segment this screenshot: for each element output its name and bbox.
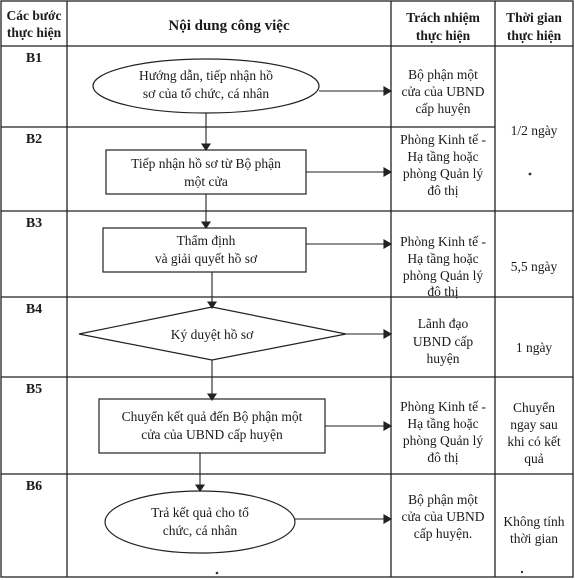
time-b5-line-3: khi có kết (507, 434, 561, 449)
resp-b3-line-2: Hạ tầng hoặc (407, 251, 479, 266)
step-id-b4: B4 (25, 302, 43, 317)
content-b5-line-2: cửa của UBND cấp huyện (141, 427, 283, 442)
header-step-line-2: thực hiện (6, 25, 62, 40)
arrow-head-right-4 (384, 330, 391, 338)
header-resp-line-2: thực hiện (415, 28, 471, 43)
step-id-b5: B5 (25, 382, 43, 397)
time-b1-b2: 1/2 ngày (510, 123, 558, 138)
resp-b4-line-3: huyện (426, 351, 460, 366)
content-b5-line-1: Chuyển kết quả đến Bộ phận một (121, 409, 303, 424)
resp-b2-line-3: phòng Quản lý (402, 166, 484, 181)
resp-b3-line-4: đô thị (427, 284, 459, 299)
content-b6-line-1: Trả kết quả cho tổ (151, 505, 249, 520)
time-texts (503, 123, 564, 546)
content-b1-line-2: sơ của tổ chức, cá nhân (142, 86, 270, 101)
arrow-head-right-1 (384, 87, 391, 95)
arrow-head-right-6 (384, 515, 391, 523)
time-b3: 5,5 ngày (510, 259, 558, 274)
resp-b2-line-4: đô thị (427, 183, 459, 198)
step-ids (26, 51, 42, 494)
content-b2-line-1: Tiếp nhận hồ sơ từ Bộ phận (131, 156, 281, 171)
resp-b6-line-3: cấp huyện. (413, 526, 473, 541)
table-grid (1, 1, 573, 577)
resp-b2-line-2: Hạ tầng hoặc (407, 149, 479, 164)
step-id-b2: B2 (25, 132, 43, 147)
step-id-b1: B1 (25, 51, 43, 66)
arrow-head-right-5 (384, 422, 391, 430)
time-b5-line-1: Chuyển (513, 400, 555, 415)
content-b3-line-2: và giải quyết hồ sơ (154, 251, 258, 266)
process-box-b5 (99, 399, 325, 453)
resp-b1-line-2: cửa của UBND (401, 84, 485, 99)
connectors (196, 87, 391, 523)
arrow-head-down-5 (196, 485, 204, 491)
step-id-b6: B6 (25, 479, 43, 494)
resp-b5-line-2: Hạ tầng hoặc (407, 416, 479, 431)
resp-b1-line-3: cấp huyện (415, 101, 471, 116)
content-b3-line-1: Thẩm định (176, 233, 236, 248)
end-ellipse (105, 491, 295, 553)
resp-b4-line-1: Lãnh đạo (417, 316, 469, 331)
time-b5-line-2: ngay sau (510, 417, 558, 432)
resp-b5-line-4: đô thị (427, 450, 459, 465)
time-b4: 1 ngày (515, 340, 553, 355)
resp-b1-line-1: Bộ phận một (408, 67, 478, 82)
header-resp-line-1: Trách nhiệm (406, 10, 480, 25)
content-b4-line-1: Ký duyệt hồ sơ (170, 327, 254, 342)
step-id-b3: B3 (25, 216, 43, 231)
resp-b5-line-1: Phòng Kinh tế - (400, 399, 486, 414)
time-b6-line-2: thời gian (509, 531, 559, 546)
arrow-head-right-3 (384, 240, 391, 248)
content-b6-line-2: chức, cá nhân (162, 523, 238, 538)
resp-b6-line-2: cửa của UBND (401, 509, 485, 524)
content-b1-line-1: Hướng dẫn, tiếp nhận hồ (138, 68, 274, 83)
table-border (1, 1, 573, 577)
arrow-head-down-1 (202, 144, 210, 150)
content-b2-line-2: một cửa (184, 174, 228, 189)
arrow-head-right-2 (384, 168, 391, 176)
header-time-line-1: Thời gian (506, 10, 562, 25)
header-step-line-1: Các bước (6, 8, 62, 23)
header-time-line-2: thực hiện (506, 28, 562, 43)
table-header (7, 8, 563, 43)
resp-b3-line-3: phòng Quản lý (402, 268, 484, 283)
responsibility-texts (400, 67, 486, 541)
resp-b2-line-1: Phòng Kinh tế - (400, 132, 486, 147)
time-b5-line-4: quả (524, 451, 544, 466)
resp-b6-line-1: Bộ phận một (408, 492, 478, 507)
arrow-head-down-2 (202, 222, 210, 228)
resp-b3-line-1: Phòng Kinh tế - (400, 234, 486, 249)
resp-b4-line-2: UBND cấp (412, 334, 474, 349)
time-b6-line-1: Không tính (503, 514, 565, 529)
header-content: Nội dung công việc (168, 18, 290, 34)
resp-b5-line-3: phòng Quản lý (402, 433, 484, 448)
